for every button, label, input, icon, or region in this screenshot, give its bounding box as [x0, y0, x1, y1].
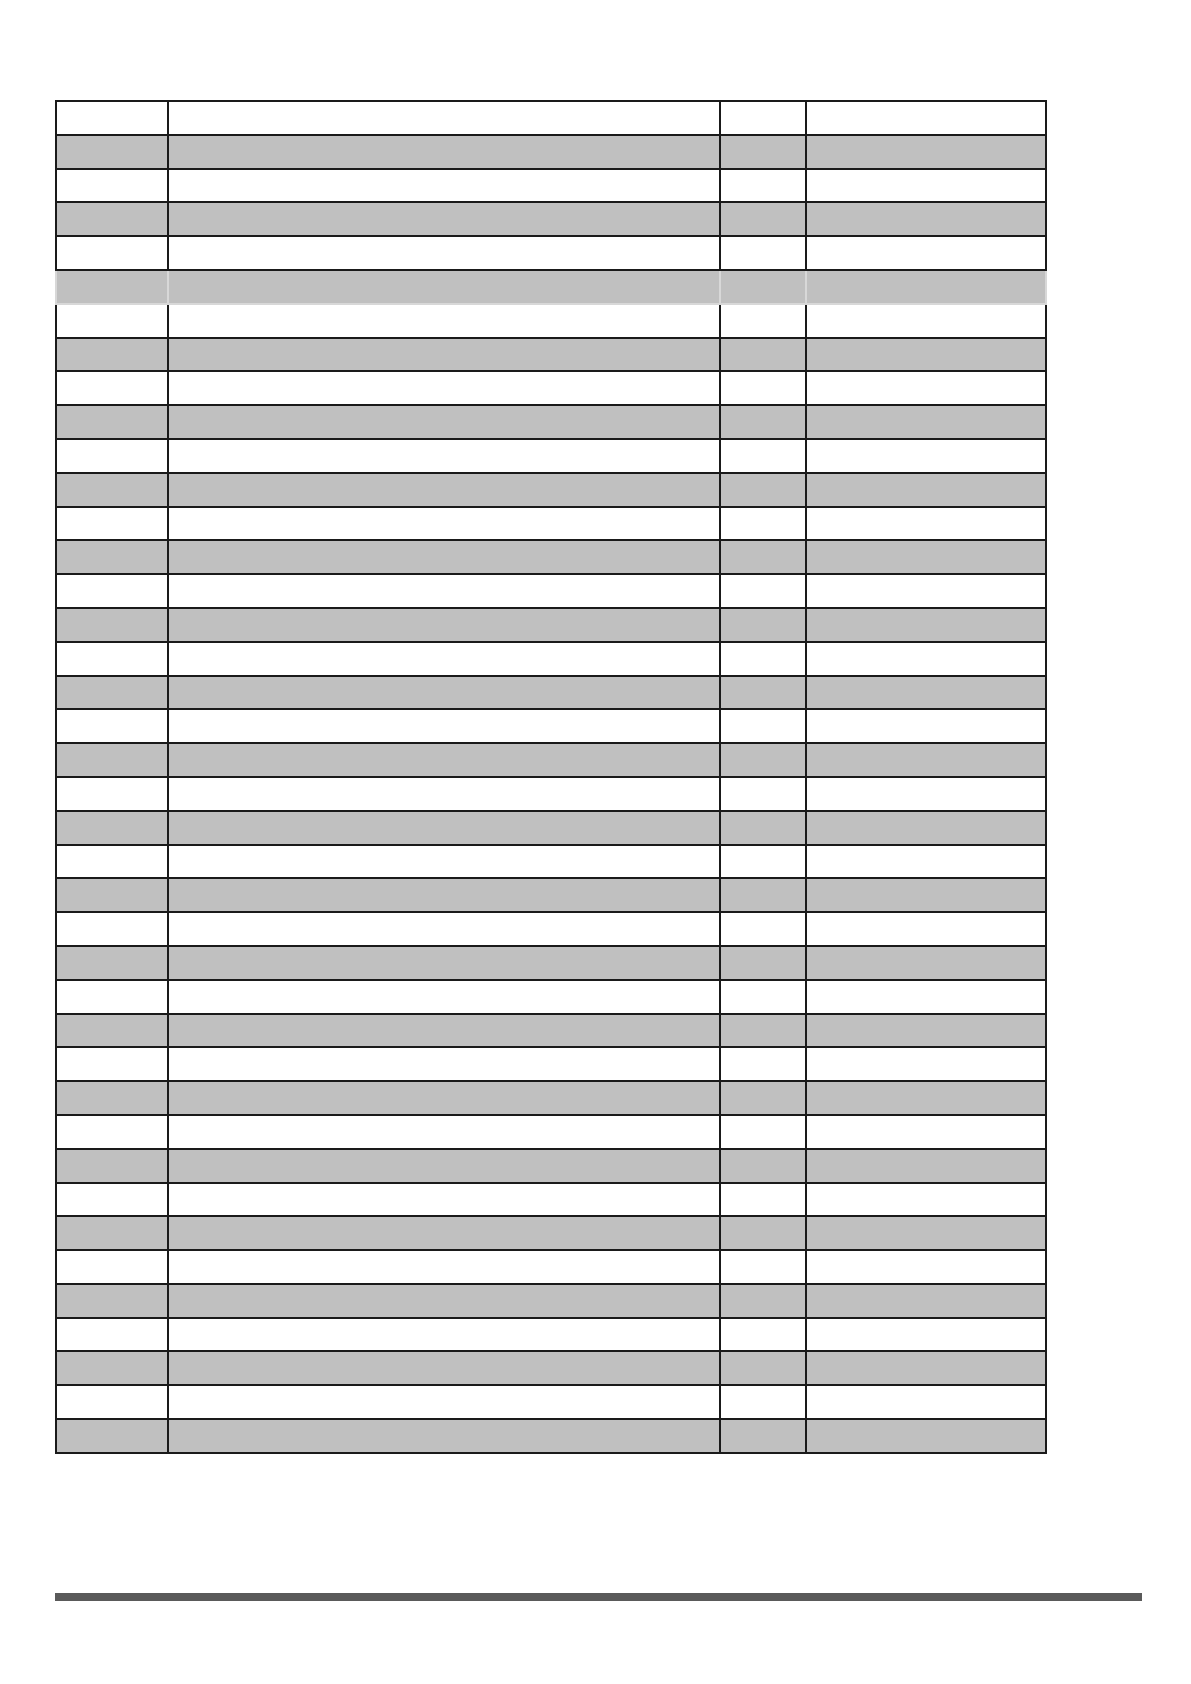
table-cell	[720, 912, 806, 946]
table-cell	[720, 236, 806, 270]
table-cell	[56, 236, 168, 270]
table-row	[56, 540, 1046, 574]
table-cell	[806, 878, 1046, 912]
table-cell	[806, 743, 1046, 777]
table-row	[56, 236, 1046, 270]
table-cell	[56, 1284, 168, 1318]
table-cell	[168, 1183, 720, 1217]
table-row	[56, 878, 1046, 912]
table-row	[56, 371, 1046, 405]
table-cell	[56, 811, 168, 845]
table-cell	[56, 439, 168, 473]
table-cell	[56, 608, 168, 642]
table-cell	[806, 1149, 1046, 1183]
table-cell	[168, 912, 720, 946]
table-row	[56, 473, 1046, 507]
table-cell	[806, 1115, 1046, 1149]
table-cell	[168, 236, 720, 270]
table-cell	[56, 202, 168, 236]
table-cell	[168, 811, 720, 845]
table-cell	[720, 338, 806, 372]
table-row	[56, 1047, 1046, 1081]
table-row	[56, 574, 1046, 608]
table-cell	[720, 845, 806, 879]
table-cell	[168, 304, 720, 338]
table-cell	[720, 1351, 806, 1385]
table-cell	[806, 540, 1046, 574]
table-cell	[56, 1115, 168, 1149]
table-cell	[720, 743, 806, 777]
table-cell	[806, 473, 1046, 507]
table-cell	[168, 101, 720, 135]
table-cell	[720, 507, 806, 541]
table-cell	[56, 946, 168, 980]
table-cell	[168, 405, 720, 439]
table-cell	[56, 642, 168, 676]
table-cell	[806, 338, 1046, 372]
table-cell	[168, 169, 720, 203]
table-cell	[168, 135, 720, 169]
table-row	[56, 743, 1046, 777]
table-row	[56, 202, 1046, 236]
table-cell	[806, 236, 1046, 270]
table-cell	[720, 811, 806, 845]
table-cell	[56, 338, 168, 372]
table-row	[56, 912, 1046, 946]
table-cell	[56, 507, 168, 541]
table-cell	[806, 507, 1046, 541]
table-cell	[168, 845, 720, 879]
table-row	[56, 1115, 1046, 1149]
table-row	[56, 405, 1046, 439]
table-row	[56, 304, 1046, 338]
table-row	[56, 270, 1046, 304]
table-cell	[168, 371, 720, 405]
table-cell	[806, 1183, 1046, 1217]
table-cell	[168, 1250, 720, 1284]
table-cell	[56, 878, 168, 912]
table-cell	[56, 980, 168, 1014]
table-cell	[168, 743, 720, 777]
table-cell	[168, 1385, 720, 1419]
table-cell	[806, 135, 1046, 169]
table-cell	[720, 642, 806, 676]
table-cell	[720, 202, 806, 236]
table-cell	[56, 1318, 168, 1352]
table-cell	[168, 1047, 720, 1081]
table-cell	[720, 1419, 806, 1453]
table-row	[56, 1318, 1046, 1352]
table-row	[56, 507, 1046, 541]
table-cell	[168, 642, 720, 676]
table-cell	[56, 1216, 168, 1250]
table-cell	[720, 946, 806, 980]
table-cell	[806, 1014, 1046, 1048]
table-cell	[720, 574, 806, 608]
table-cell	[720, 1081, 806, 1115]
table-cell	[806, 980, 1046, 1014]
table-cell	[806, 1385, 1046, 1419]
table-cell	[168, 202, 720, 236]
table-row	[56, 608, 1046, 642]
table-cell	[720, 101, 806, 135]
table-cell	[56, 1047, 168, 1081]
grid-body	[56, 101, 1046, 1453]
table-cell	[806, 811, 1046, 845]
table-cell	[720, 1115, 806, 1149]
table-cell	[806, 169, 1046, 203]
table-cell	[56, 1081, 168, 1115]
table-cell	[168, 1216, 720, 1250]
table-cell	[720, 1047, 806, 1081]
table-cell	[720, 1014, 806, 1048]
table-cell	[720, 405, 806, 439]
table-cell	[168, 1351, 720, 1385]
table-row	[56, 1183, 1046, 1217]
table-cell	[168, 676, 720, 710]
table-cell	[806, 608, 1046, 642]
table-row	[56, 946, 1046, 980]
table-row	[56, 980, 1046, 1014]
table-cell	[720, 777, 806, 811]
table-cell	[56, 1419, 168, 1453]
table-row	[56, 135, 1046, 169]
table-cell	[56, 1149, 168, 1183]
table-cell	[168, 338, 720, 372]
table-cell	[806, 1351, 1046, 1385]
table-cell	[720, 135, 806, 169]
table-row	[56, 709, 1046, 743]
table-row	[56, 1149, 1046, 1183]
table-cell	[168, 1014, 720, 1048]
table-cell	[720, 1250, 806, 1284]
table-cell	[806, 101, 1046, 135]
table-cell	[720, 439, 806, 473]
table-cell	[168, 507, 720, 541]
table-cell	[56, 540, 168, 574]
table-cell	[168, 473, 720, 507]
table-cell	[168, 1419, 720, 1453]
table-cell	[56, 1250, 168, 1284]
table-cell	[56, 405, 168, 439]
table-cell	[806, 574, 1046, 608]
table-cell	[720, 1149, 806, 1183]
table-cell	[720, 1183, 806, 1217]
table-cell	[168, 1284, 720, 1318]
blank-grid-table	[55, 100, 1047, 1454]
table-cell	[806, 202, 1046, 236]
table-cell	[806, 676, 1046, 710]
table-cell	[168, 439, 720, 473]
table-cell	[168, 878, 720, 912]
table-cell	[56, 676, 168, 710]
table-cell	[806, 1318, 1046, 1352]
table-row	[56, 439, 1046, 473]
table-cell	[56, 912, 168, 946]
table-cell	[720, 371, 806, 405]
footer-rule	[55, 1593, 1142, 1601]
table-row	[56, 338, 1046, 372]
table-cell	[720, 1318, 806, 1352]
table-cell	[56, 1385, 168, 1419]
table-cell	[56, 371, 168, 405]
table-cell	[720, 608, 806, 642]
table-cell	[168, 608, 720, 642]
table-cell	[806, 709, 1046, 743]
table-cell	[720, 1216, 806, 1250]
table-cell	[806, 1047, 1046, 1081]
table-cell	[168, 1081, 720, 1115]
table-cell	[56, 135, 168, 169]
table-row	[56, 1419, 1046, 1453]
table-cell	[806, 439, 1046, 473]
table-cell	[720, 676, 806, 710]
table-cell	[56, 574, 168, 608]
table-cell	[168, 777, 720, 811]
table-cell	[168, 946, 720, 980]
table-cell	[806, 405, 1046, 439]
table-row	[56, 642, 1046, 676]
table-cell	[56, 777, 168, 811]
table-cell	[806, 1419, 1046, 1453]
table-cell	[720, 270, 806, 304]
table-row	[56, 1081, 1046, 1115]
table-cell	[56, 304, 168, 338]
table-cell	[56, 473, 168, 507]
table-cell	[56, 1014, 168, 1048]
table-cell	[720, 980, 806, 1014]
table-row	[56, 1351, 1046, 1385]
table-row	[56, 169, 1046, 203]
table-cell	[56, 270, 168, 304]
table-row	[56, 1216, 1046, 1250]
table-cell	[56, 709, 168, 743]
table-cell	[806, 1284, 1046, 1318]
table-cell	[168, 574, 720, 608]
table-row	[56, 1014, 1046, 1048]
table-cell	[168, 709, 720, 743]
table-cell	[806, 304, 1046, 338]
table-cell	[168, 1149, 720, 1183]
table-cell	[806, 1216, 1046, 1250]
table-cell	[168, 540, 720, 574]
table-cell	[168, 270, 720, 304]
table-row	[56, 676, 1046, 710]
table-row	[56, 845, 1046, 879]
table-cell	[56, 743, 168, 777]
table-cell	[720, 169, 806, 203]
table-cell	[806, 371, 1046, 405]
table-cell	[806, 845, 1046, 879]
table-cell	[720, 473, 806, 507]
table-cell	[720, 304, 806, 338]
table-cell	[720, 1284, 806, 1318]
table-row	[56, 101, 1046, 135]
table-cell	[56, 845, 168, 879]
table-cell	[720, 709, 806, 743]
table-row	[56, 1385, 1046, 1419]
table-cell	[720, 878, 806, 912]
table-cell	[720, 540, 806, 574]
table-cell	[806, 777, 1046, 811]
table-cell	[56, 101, 168, 135]
table-row	[56, 1284, 1046, 1318]
table-row	[56, 777, 1046, 811]
table-cell	[806, 642, 1046, 676]
table-cell	[806, 270, 1046, 304]
table-cell	[56, 1183, 168, 1217]
table-cell	[56, 1351, 168, 1385]
table-cell	[806, 1250, 1046, 1284]
table-cell	[56, 169, 168, 203]
table-row	[56, 811, 1046, 845]
table-cell	[168, 980, 720, 1014]
table-cell	[806, 946, 1046, 980]
table-cell	[806, 912, 1046, 946]
table-row	[56, 1250, 1046, 1284]
table-cell	[720, 1385, 806, 1419]
table-cell	[806, 1081, 1046, 1115]
table-cell	[168, 1318, 720, 1352]
table-cell	[168, 1115, 720, 1149]
